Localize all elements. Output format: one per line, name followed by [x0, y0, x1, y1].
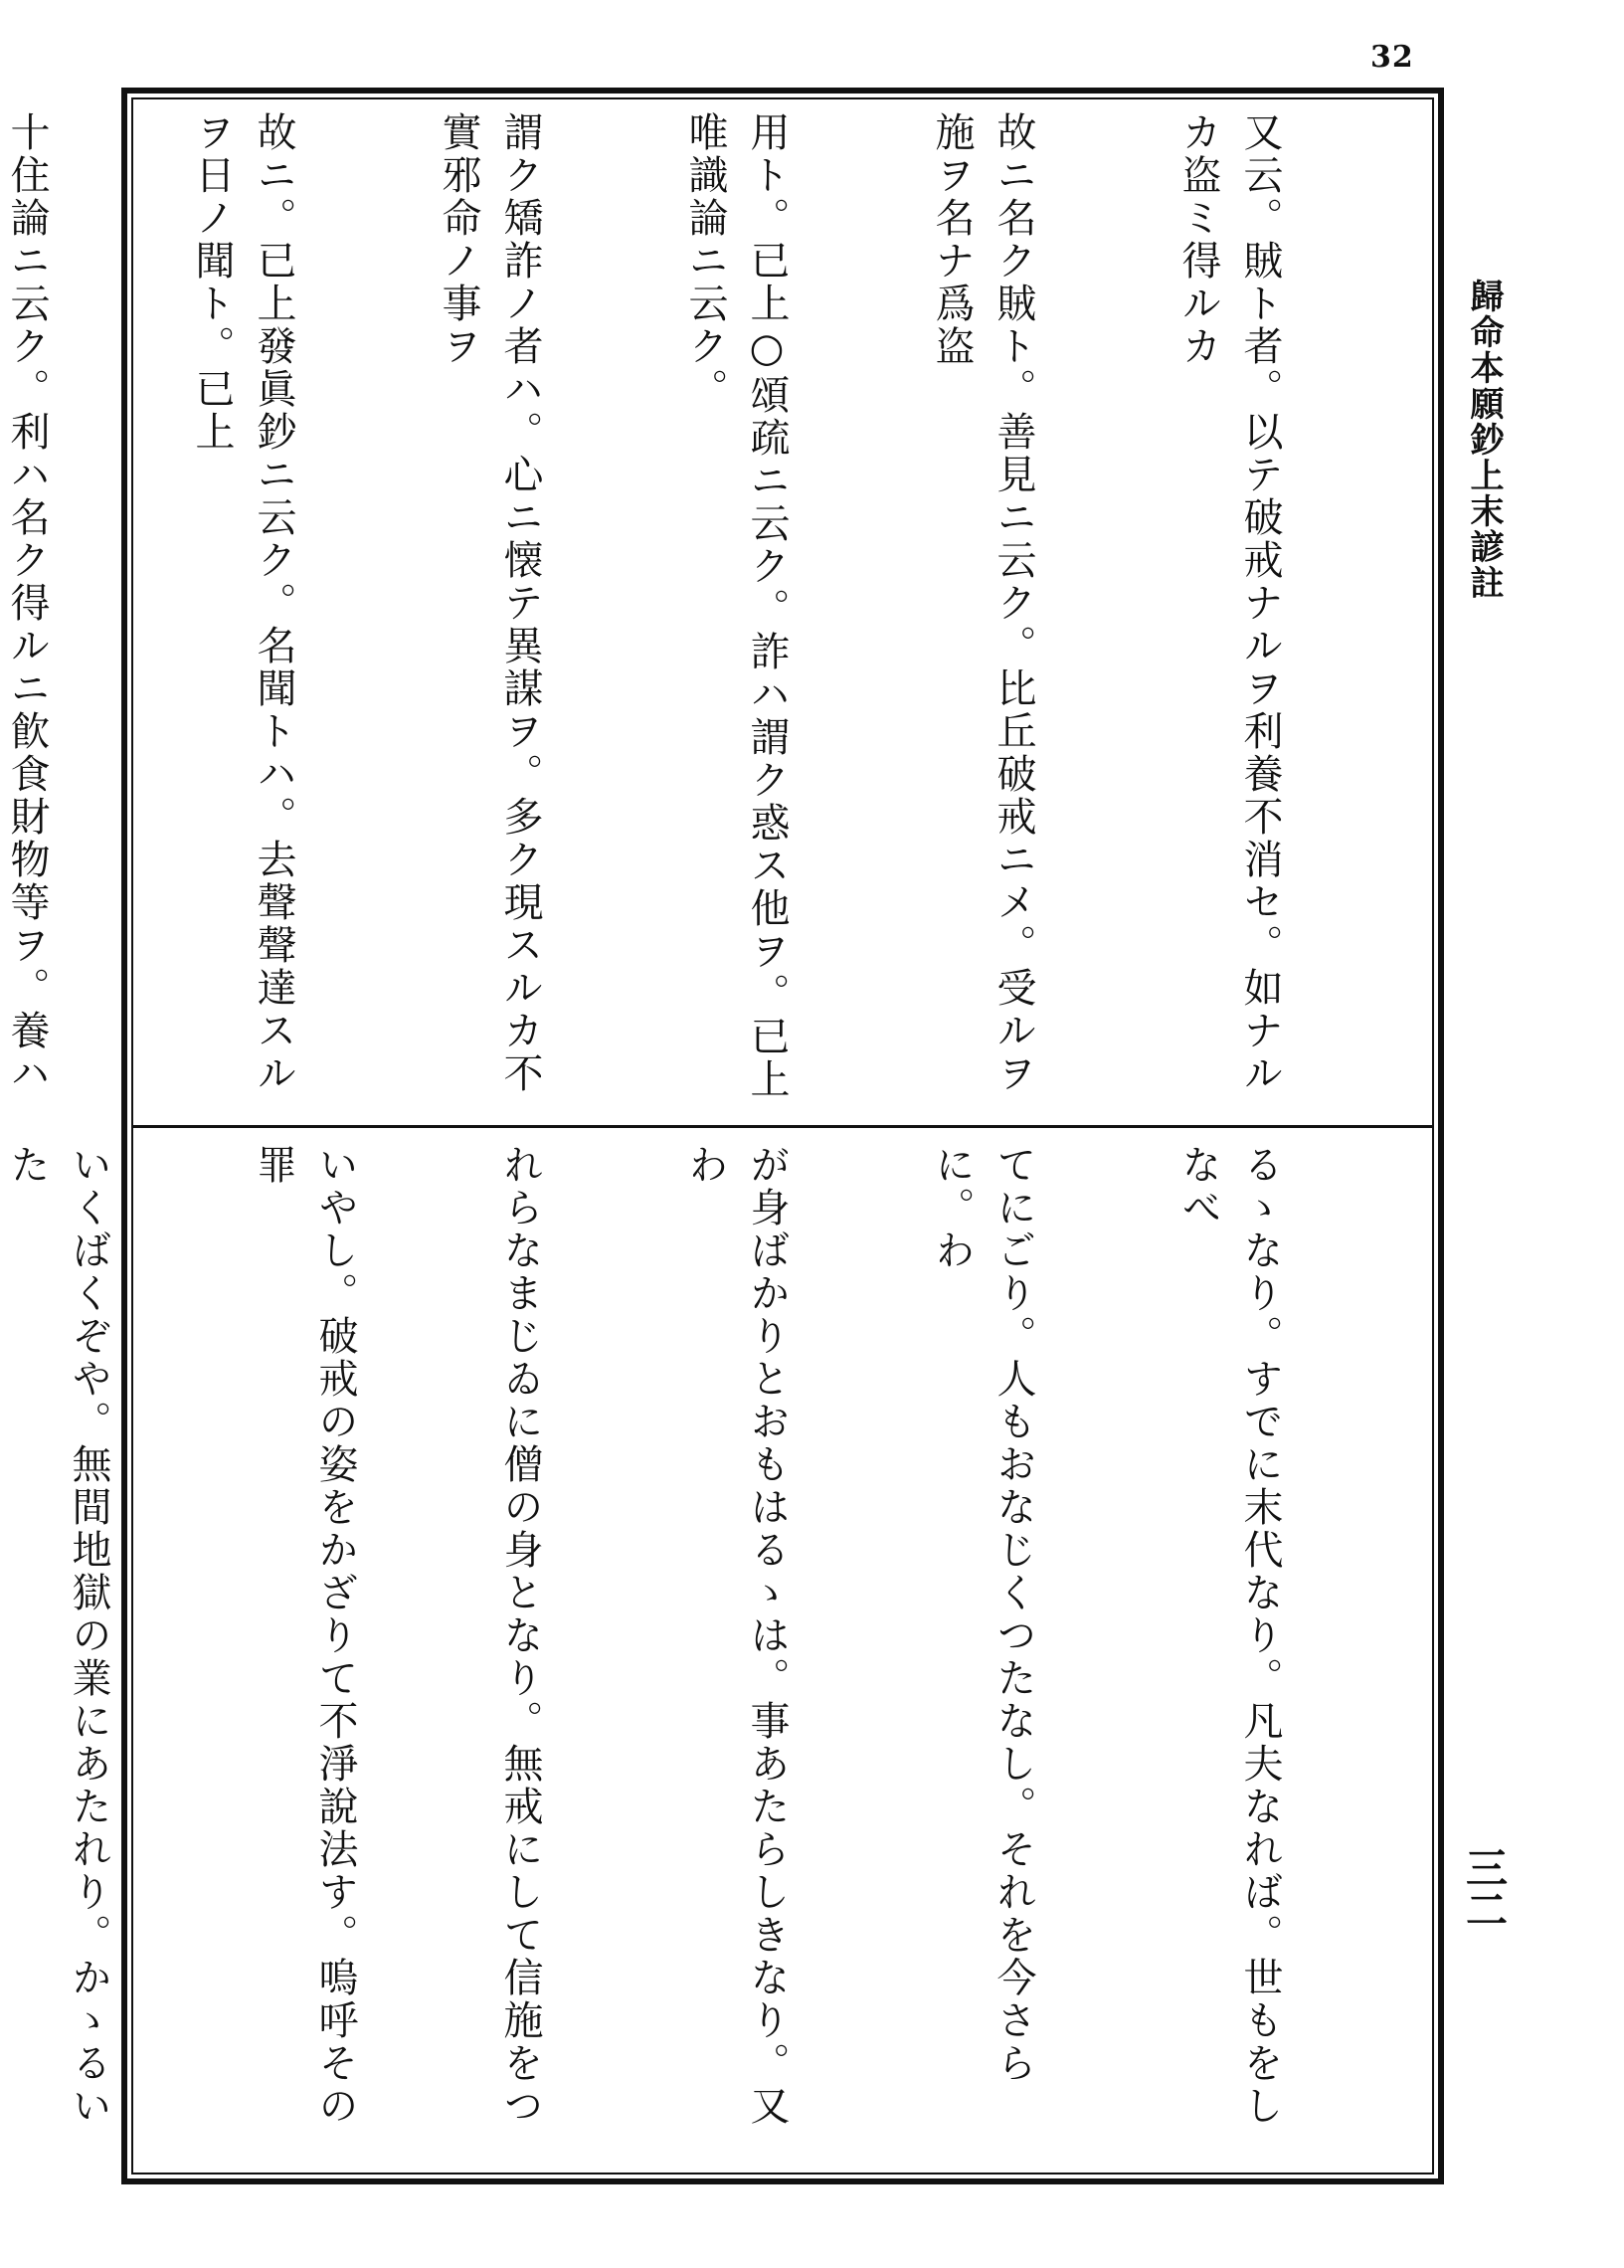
- text-line: いくばくぞや。無間地獄の業にあたれり。かゝるいた: [4, 1144, 111, 2128]
- text-line: 用ト。已上○頌疏ニ云ク。詐ハ謂ク惑ス他ヲ。已上唯識論ニ云ク。: [682, 111, 790, 1101]
- text-line: 故ニ。已上發眞鈔ニ云ク。名聞トハ。去聲聲達スルヲ日ノ聞ト。已上: [189, 111, 296, 1095]
- text-line: 十住論ニ云ク。利ハ名ク得ルニ飮食財物等ヲ。養ハ: [4, 111, 50, 1095]
- text-line: 又云。賊ト者。以テ破戒ナルヲ利養不消セ。如ナルカ盗ミ得ルカ: [1175, 111, 1283, 1095]
- lower-text-block: [4, 1144, 1414, 2149]
- text-line: てにごり。人もおなじくつたなし。それを今さらに。わ: [929, 1144, 1036, 2085]
- upper-text-block: [4, 111, 1414, 1106]
- page-number-side: 三二: [1460, 1846, 1509, 1930]
- page-number-top: 32: [1370, 40, 1414, 75]
- text-line: 謂ク矯詐ノ者ハ。心ニ懐テ異謀ヲ。多ク現スルカ不實邪命ノ事ヲ: [436, 111, 543, 1095]
- running-title: 歸命本願鈔上末諺註: [1464, 279, 1504, 601]
- text-line: 故ニ名ク賊ト。善見ニ云ク。比丘破戒ニメ。受ルヲ施ヲ名ナ爲盗: [929, 111, 1036, 1095]
- text-line: れらなまじゐに僧の身となり。無戒にして信施をつ: [497, 1144, 543, 2128]
- section-divider: [131, 1125, 1434, 1128]
- text-line: が身ばかりとおもはるゝは。事あたらしきなり。又わ: [682, 1144, 790, 2128]
- text-line: るゝなり。すでに末代なり。凡夫なれば。世もをしなべ: [1175, 1144, 1283, 2128]
- text-line: いやし。破戒の姿をかざりて不淨說法す。嗚呼その罪: [251, 1144, 358, 2128]
